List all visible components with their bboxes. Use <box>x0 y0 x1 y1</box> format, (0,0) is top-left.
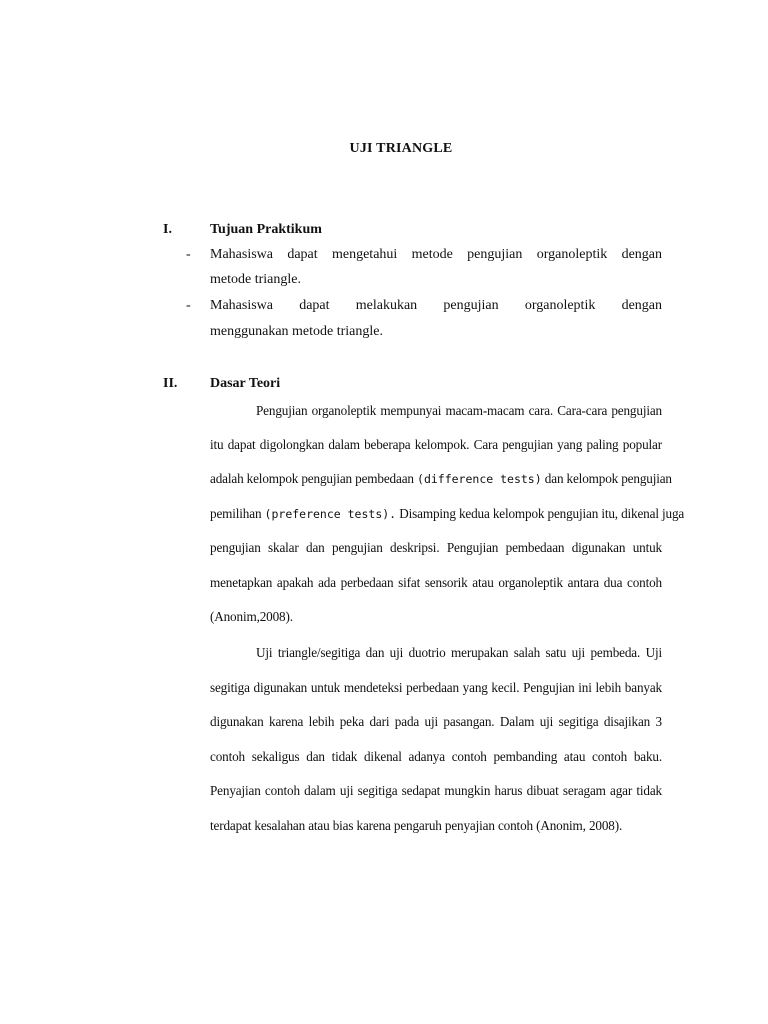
paragraph-1-text: dan kelompok pengujian <box>544 471 672 486</box>
paragraph-1-line <box>210 506 685 522</box>
paragraph-2-line: Uji triangle/segitiga dan uji duotrio merupakan salah satu uji pembeda. Uji <box>256 645 662 660</box>
paragraph-2-line: segitiga digunakan untuk mendeteksi perbedaan yang kecil. Pengujian ini lebih banyak <box>210 680 662 695</box>
paragraph-1-text: Disamping kedua kelompok pengujian itu, dikenal juga <box>399 506 685 521</box>
section-heading-tujuan: Tujuan Praktikum <box>210 222 322 237</box>
paragraph-2-line: terdapat kesalahan atau bias karena pengaruh penyajian contoh (Anonim, 2008). <box>210 818 623 833</box>
bullet-2-line-1: Mahasiswa dapat melakukan pengujian organoleptik dengan <box>210 298 662 313</box>
bullet-dash: - <box>186 298 191 313</box>
section-number-2: II. <box>163 376 178 391</box>
paragraph-1-line: itu dapat digolongkan dalam beberapa kelompok. Cara pengujian yang paling popular <box>210 437 662 452</box>
document-title: UJI TRIANGLE <box>349 141 453 156</box>
bullet-1-line-1: Mahasiswa dapat mengetahui metode pengujian organoleptik dengan <box>210 247 662 262</box>
section-number-1: I. <box>163 222 172 237</box>
paragraph-2-line: Penyajian contoh dalam uji segitiga sedapat mungkin harus dibuat seragam agar tidak <box>210 783 662 798</box>
paragraph-1-text: adalah kelompok pengujian pembedaan <box>210 471 414 486</box>
paragraph-1-term: (preference tests). <box>264 507 397 521</box>
paragraph-1-text: pemilihan <box>210 506 262 521</box>
paragraph-1-line: pengujian skalar dan pengujian deskripsi. Pengujian pembedaan digunakan untuk <box>210 540 662 555</box>
bullet-dash: - <box>186 247 191 262</box>
bullet-2-line-2: menggunakan metode triangle. <box>210 324 383 339</box>
paragraph-1-line: Pengujian organoleptik mempunyai macam-macam cara. Cara-cara pengujian <box>256 403 662 418</box>
paragraph-1-line <box>210 471 672 487</box>
paragraph-1-term: (difference tests) <box>417 472 542 486</box>
bullet-1-line-2: metode triangle. <box>210 272 301 287</box>
section-heading-dasar-teori: Dasar Teori <box>210 376 281 391</box>
paragraph-2-line: contoh sekaligus dan tidak dikenal adanya contoh pembanding atau contoh baku. <box>210 749 662 764</box>
paragraph-2-line: digunakan karena lebih peka dari pada uji pasangan. Dalam uji segitiga disajikan 3 <box>210 714 662 729</box>
paragraph-1-line: (Anonim,2008). <box>210 609 293 624</box>
paragraph-1-line: menetapkan apakah ada perbedaan sifat sensorik atau organoleptik antara dua contoh <box>210 575 662 590</box>
